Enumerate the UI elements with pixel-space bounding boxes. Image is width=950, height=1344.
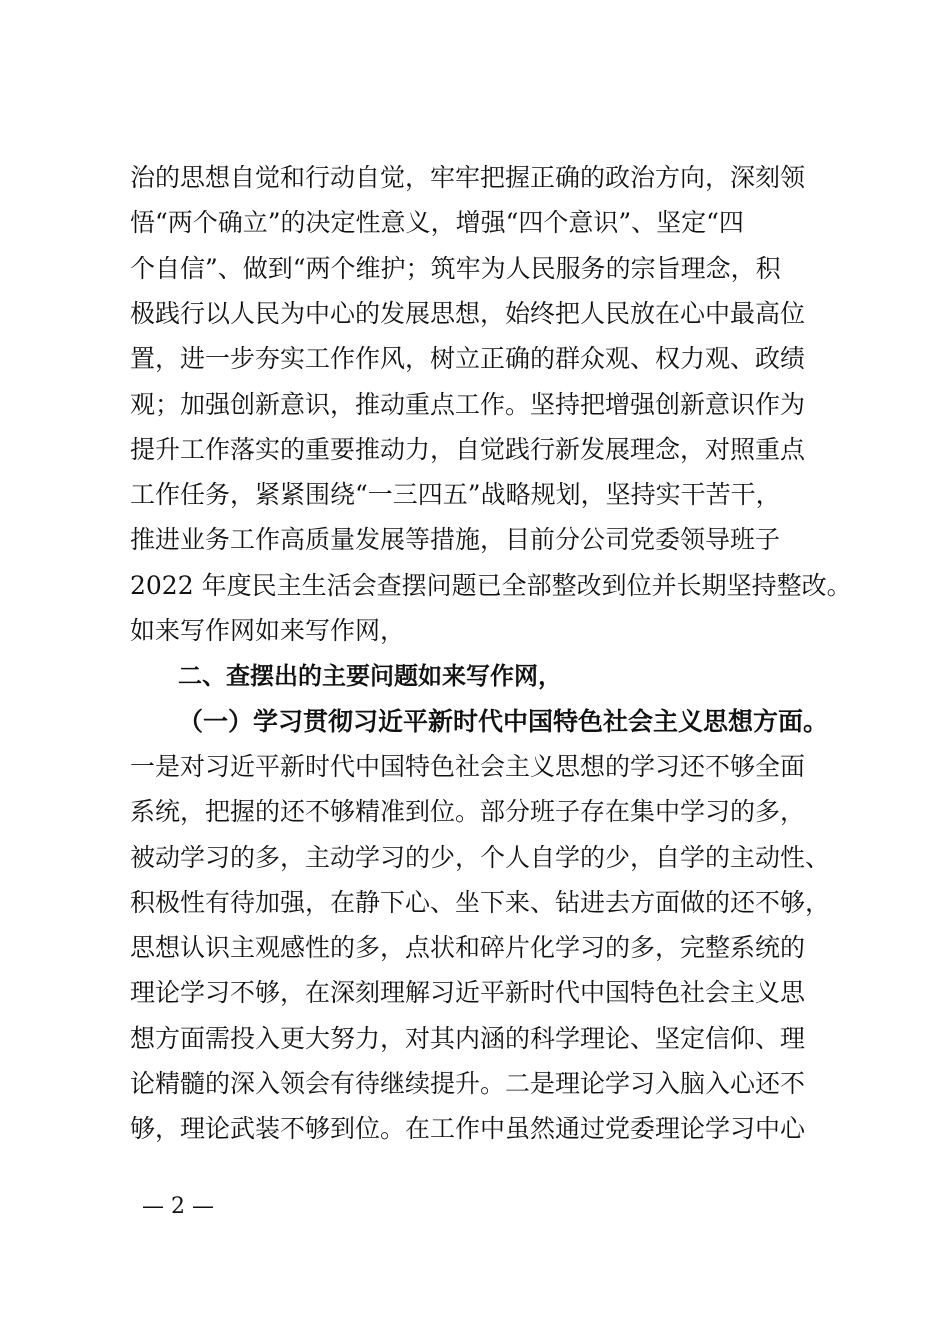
text-line: 想方面需投入更大努力，对其内涵的科学理论、坚定信仰、理 [130, 1024, 806, 1053]
text-line: 个自信”、做到“两个维护；筑牢为人民服务的宗旨理念，积 [130, 254, 781, 283]
text-line: 治的思想自觉和行动自觉，牢牢把握正确的政治方向，深刻领 [130, 163, 806, 192]
section-heading: 二、查摆出的主要问题如来写作网， [178, 662, 562, 690]
page-number: — 2 — [142, 1194, 214, 1219]
text-line: 悟“两个确立”的决定性意义，增强“四个意识”、坚定“四 [130, 208, 744, 237]
text-line: 工作任务，紧紧围绕“一三四五”战略规划，坚持实干苦干， [130, 480, 781, 509]
text-line: 推进业务工作高质量发展等措施，目前分公司党委领导班子 [130, 525, 781, 554]
text-line: 观；加强创新意识，推动重点工作。坚持把增强创新意识作为 [130, 390, 806, 419]
text-line: 如来写作网如来写作网， [130, 616, 406, 645]
text-line: 思想认识主观感性的多，点状和碎片化学习的多，完整系统的 [130, 933, 806, 962]
text-line: 论精髓的深入领会有待继续提升。二是理论学习入脑入心还不 [130, 1069, 806, 1098]
text-line: 理论学习不够，在深刻理解习近平新时代中国特色社会主义思 [130, 978, 806, 1007]
text-line: 极践行以人民为中心的发展思想，始终把人民放在心中最高位 [130, 299, 806, 328]
text-line: 置，进一步夯实工作作风，树立正确的群众观、权力观、政绩 [130, 344, 806, 373]
text-line: 被动学习的多，主动学习的少，个人自学的少，自学的主动性、 [130, 843, 831, 872]
text-line: 积极性有待加强，在静下心、坐下来、钻进去方面做的还不够， [130, 888, 831, 917]
text-line: 提升工作落实的重要推动力，自觉践行新发展理念，对照重点 [130, 435, 806, 464]
text-line: 够，理论武装不够到位。在工作中虽然通过党委理论学习中心 [130, 1114, 806, 1143]
subsection-heading: （一）学习贯彻习近平新时代中国特色社会主义思想方面。 [178, 707, 829, 736]
text-line: 2022 年度民主生活会查摆问题已全部整改到位并长期坚持整改。 [130, 571, 852, 600]
text-line: 系统，把握的还不够精准到位。部分班子存在集中学习的多， [130, 797, 806, 826]
text-line: 一是对习近平新时代中国特色社会主义思想的学习还不够全面 [130, 752, 806, 781]
